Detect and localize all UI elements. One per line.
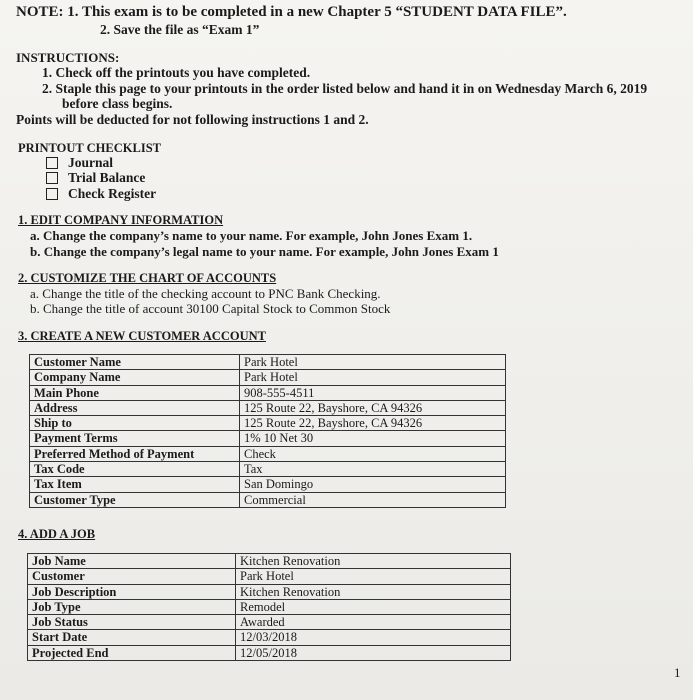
instruction-item-2-cont: before class begins. xyxy=(62,96,173,111)
row-label: Projected End xyxy=(28,645,236,660)
row-value: 908-555-4511 xyxy=(240,385,506,400)
note-line-2: 2. Save the file as “Exam 1” xyxy=(100,22,260,37)
section-2-item-b: b. Change the title of account 30100 Capital Stock to Common Stock xyxy=(30,301,391,316)
row-label: Tax Code xyxy=(30,462,240,477)
row-label: Address xyxy=(30,400,240,415)
row-value: 1% 10 Net 30 xyxy=(240,431,506,446)
row-value: San Domingo xyxy=(240,477,506,492)
row-label: Start Date xyxy=(28,630,236,645)
row-label: Customer Name xyxy=(30,355,240,370)
row-value: Park Hotel xyxy=(236,569,511,584)
row-label: Preferred Method of Payment xyxy=(30,446,240,461)
page-number: 1 xyxy=(674,665,681,680)
section-3-heading: 3. CREATE A NEW CUSTOMER ACCOUNT xyxy=(18,329,266,343)
row-value: Park Hotel xyxy=(240,355,506,370)
row-label: Job Name xyxy=(28,554,236,569)
checklist-item-label: Check Register xyxy=(68,186,157,201)
row-label: Ship to xyxy=(30,416,240,431)
checklist-item-label: Trial Balance xyxy=(68,170,146,185)
checkbox[interactable] xyxy=(46,172,58,184)
row-value: Commercial xyxy=(240,492,506,507)
table-row xyxy=(28,584,511,599)
table-row xyxy=(30,355,506,370)
table-row xyxy=(30,385,506,400)
table-row xyxy=(30,400,506,415)
instructions-heading: INSTRUCTIONS: xyxy=(16,50,120,65)
table-row xyxy=(28,569,511,584)
row-label: Customer Type xyxy=(30,492,240,507)
table-row xyxy=(30,492,506,507)
row-value: 12/03/2018 xyxy=(236,630,511,645)
table-row xyxy=(30,477,506,492)
instruction-item-2: 2. Staple this page to your printouts in the order listed below and hand it in on Wednesday March 6, 2019 xyxy=(42,81,648,96)
row-value: 125 Route 22, Bayshore, CA 94326 xyxy=(240,416,506,431)
row-value: 125 Route 22, Bayshore, CA 94326 xyxy=(240,400,506,415)
checklist-item-check-register[interactable] xyxy=(46,186,156,202)
row-value: Remodel xyxy=(236,599,511,614)
row-label: Customer xyxy=(28,569,236,584)
row-label: Company Name xyxy=(30,370,240,385)
section-1-heading: 1. EDIT COMPANY INFORMATION xyxy=(18,213,224,227)
table-row xyxy=(28,615,511,630)
checkbox[interactable] xyxy=(46,157,58,169)
table-row xyxy=(28,599,511,614)
row-label: Main Phone xyxy=(30,385,240,400)
points-warning: Points will be deducted for not following instructions 1 and 2. xyxy=(16,112,369,127)
customer-table xyxy=(29,354,506,508)
row-value: 12/05/2018 xyxy=(236,645,511,660)
row-label: Tax Item xyxy=(30,477,240,492)
checkbox[interactable] xyxy=(46,188,58,200)
row-value: Park Hotel xyxy=(240,370,506,385)
checklist-heading: PRINTOUT CHECKLIST xyxy=(18,141,161,155)
row-value: Check xyxy=(240,446,506,461)
checklist-item-trial-balance[interactable] xyxy=(46,170,145,186)
table-row xyxy=(28,554,511,569)
row-value: Awarded xyxy=(236,615,511,630)
row-label: Job Status xyxy=(28,615,236,630)
section-2-item-a: a. Change the title of the checking account to PNC Bank Checking. xyxy=(30,286,381,301)
table-row xyxy=(30,446,506,461)
section-1-item-a: a. Change the company’s name to your name. For example, John Jones Exam 1. xyxy=(30,228,473,243)
section-1-item-b: b. Change the company’s legal name to your name. For example, John Jones Exam 1 xyxy=(30,244,499,259)
row-label: Job Type xyxy=(28,599,236,614)
row-value: Kitchen Renovation xyxy=(236,584,511,599)
table-row xyxy=(28,645,511,660)
row-value: Kitchen Renovation xyxy=(236,554,511,569)
section-4-heading: 4. ADD A JOB xyxy=(18,527,96,541)
table-row xyxy=(28,630,511,645)
table-row xyxy=(30,462,506,477)
section-2-heading: 2. CUSTOMIZE THE CHART OF ACCOUNTS xyxy=(18,271,277,285)
checklist-item-label: Journal xyxy=(68,155,114,170)
table-row xyxy=(30,431,506,446)
checklist-item-journal[interactable] xyxy=(46,155,113,171)
row-label: Job Description xyxy=(28,584,236,599)
note-line-1: NOTE: 1. This exam is to be completed in a new Chapter 5 “STUDENT DATA FILE”. xyxy=(16,4,567,20)
instruction-item-1: 1. Check off the printouts you have completed. xyxy=(42,65,311,80)
table-row xyxy=(30,416,506,431)
row-label: Payment Terms xyxy=(30,431,240,446)
row-value: Tax xyxy=(240,462,506,477)
table-row xyxy=(30,370,506,385)
job-table xyxy=(27,553,511,661)
